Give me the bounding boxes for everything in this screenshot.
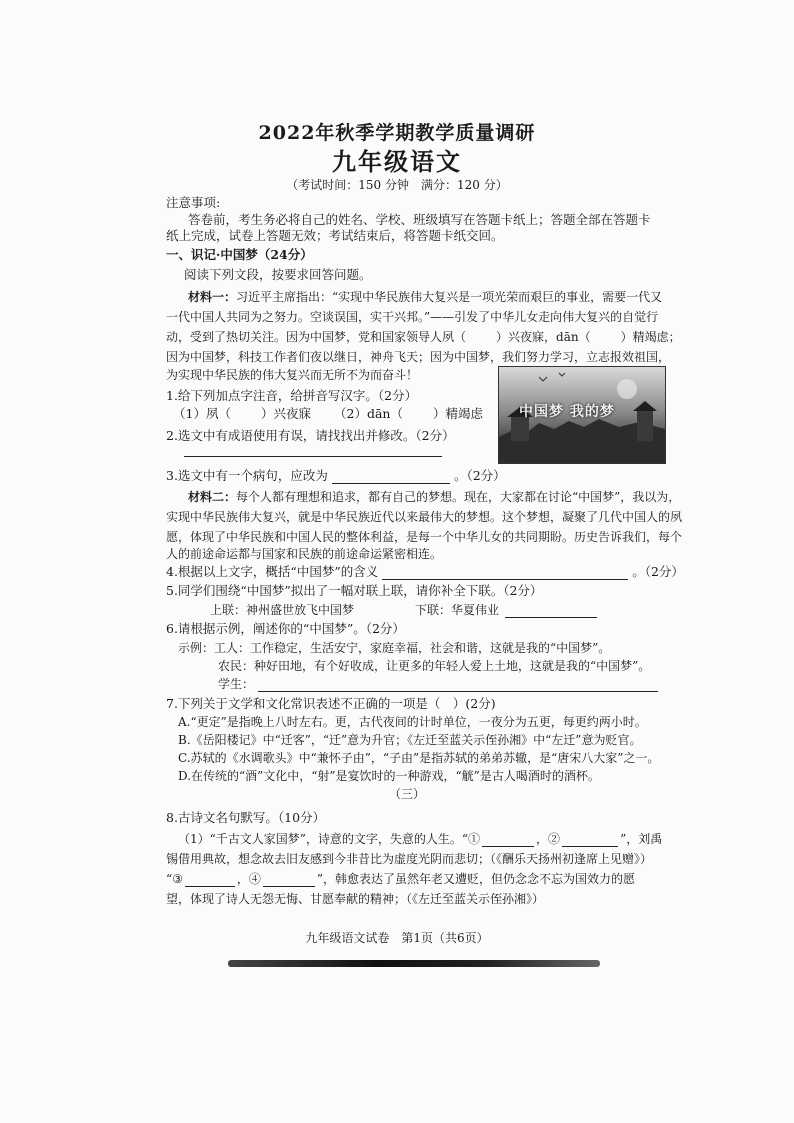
instruction: 阅读下列文段，按要求回答问题。 (184, 267, 372, 282)
q2-text: 2.选文中有成语使用有误，请找找出并修改。（2分） (166, 428, 455, 443)
exam-title: 2022年秋季学期教学质量调研 (258, 122, 536, 144)
q8-line-4: 望，体现了诗人无怨无悔、甘愿奉献的精神；（《左迁至蓝关示侄孙湘》） (166, 892, 545, 906)
q5-text: 5.同学们围绕“中国梦”拟出了一幅对联上联，请你补全下联。（2分） (166, 583, 543, 598)
china-dream-image (498, 366, 666, 464)
notice-line-1: 答卷前，考生务必将自己的姓名、学校、班级填写在答题卡纸上；答题全部在答题卡 (188, 212, 651, 227)
q2-answer-line[interactable] (184, 456, 442, 457)
q8-blank-4[interactable] (263, 873, 315, 887)
q8-blank-2[interactable] (562, 833, 618, 847)
material2-line-3: 愿，体现了中华民族和中国人民的整体利益，是每一个中华儿女的共同期盼。历史告诉我们，每个 (166, 530, 683, 544)
material2-label: 材料二： (188, 490, 237, 504)
material1-line-3: 动，受到了热切关注。因为中国梦，党和国家领导人夙（ ）兴夜寐，dān（ ）精竭虑； (166, 330, 681, 344)
q5-answer-blank[interactable] (505, 604, 597, 618)
material1-line-1: 材料一：习近平主席指出：“实现中华民族伟大复兴是一项光荣而艰巨的事业，需要一代又 (188, 290, 663, 304)
q3-text: 3.选文中有一个病句，应改为 。（2分） (166, 468, 506, 483)
q8-text: 8.古诗文名句默写。（10分） (166, 810, 326, 825)
q8-line-1: （1）“千古文人家国梦”，诗意的文字，失意的人生。“① ，② ”，刘禹 (178, 832, 663, 846)
q6-answer-blank[interactable] (258, 678, 658, 692)
material1-line-2: 一代中国人共同为之努力。空谈误国，实干兴邦。”——引发了中华儿女走向伟大复兴的自觉行 (166, 310, 659, 324)
q6-example-worker: 示例：工人：工作稳定，生活安宁，家庭幸福，社会和谐，这就是我的“中国梦”。 (178, 641, 611, 655)
scan-edge-shadow (228, 960, 600, 967)
q7-text: 7.下列关于文学和文化常识表述不正确的一项是（ ）(2分) (166, 696, 496, 711)
couplet-upper: 上联：神州盛世放飞中国梦 (210, 603, 355, 617)
q8-line-2: 锡借用典故，想念故去旧友感到今非昔比为虚度光阴而悲切；（《酬乐天扬州初逢席上见赠》） (166, 852, 653, 866)
q6-student: 学生： (218, 676, 658, 692)
q7-option-d: D.在传统的“酒”文化中，“射”是宴饮时的一种游戏，“觥”是古人喝酒时的酒杯。 (178, 769, 600, 783)
subject-title: 九年级语文 (332, 147, 462, 176)
material1-line-4: 因为中国梦，科技工作者们夜以继日，神舟飞天；因为中国梦，我们努力学习，立志报效祖国， (166, 350, 671, 364)
q1-item-1: （1）夙（ ）兴夜寐 (173, 406, 311, 421)
q6-text: 6.请根据示例，阐述你的“中国梦”。（2分） (166, 621, 405, 636)
material2-line-4: 人的前途命运都与国家和民族的前途命运紧密相连。 (166, 547, 443, 561)
q3-answer-blank[interactable] (332, 470, 450, 484)
material2-line-2: 实现中华民族伟大复兴，就是中华民族近代以来最伟大的梦想。这个梦想，凝聚了几代中国人的夙 (166, 510, 683, 524)
image-caption: 中国梦 我的梦 (519, 404, 615, 420)
section-heading: 一、识记·中国梦（24分） (166, 247, 313, 262)
material1-line-5: 为实现中华民族的伟大复兴而无所不为而奋斗！ (166, 368, 419, 382)
q4-text: 4.根据以上文字，概括“中国梦”的含义 。（2分） (166, 564, 684, 579)
exam-info: （考试时间：150 分钟 满分：120 分） (286, 178, 508, 192)
q1-text: 1.给下列加点字注音，给拼音写汉字。（2分） (166, 388, 418, 403)
q6-example-farmer: 农民：种好田地，有个好收成，让更多的年轻人爱上土地，这就是我的“中国梦”。 (218, 659, 651, 673)
q8-blank-1[interactable] (482, 833, 534, 847)
q8-blank-3[interactable] (185, 873, 235, 887)
q8-line-3: “③ ，④ ”，韩愈表达了虽然年老又遭贬，但仍念念不忘为国效力的愿 (166, 872, 636, 886)
q7-option-c: C.苏轼的《水调歌头》中“兼怀子由”，“子由”是指苏轼的弟弟苏辙，是“唐宋八大家”之一。 (178, 751, 660, 765)
q4-answer-blank[interactable] (382, 566, 628, 580)
q1-item-2: （2）dān（ ）精竭虑 (334, 406, 483, 421)
notice-heading: 注意事项: (166, 195, 221, 210)
couplet-lower: 下联：华夏伟业 (415, 602, 597, 618)
material2-line-1: 材料二：每个人都有理想和追求，都有自己的梦想。现在，大家都在讨论“中国梦”，我以为， (188, 490, 681, 504)
q7-option-b: B.《岳阳楼记》中“迁客”，“迁”意为升官；《左迁至蓝关示侄孙湘》中“左迁”意为贬官。 (178, 733, 642, 747)
notice-line-2: 纸上完成，试卷上答题无效；考试结束后，将答题卡纸交回。 (166, 228, 504, 243)
part-marker: （三） (389, 787, 426, 801)
page-footer: 九年级语文试卷 第1页（共6页） (305, 931, 489, 945)
material1-label: 材料一： (188, 290, 237, 304)
q7-option-a: A.“更定”是指晚上八时左右。更，古代夜间的计时单位，一夜分为五更，每更约两小时。 (178, 715, 647, 729)
